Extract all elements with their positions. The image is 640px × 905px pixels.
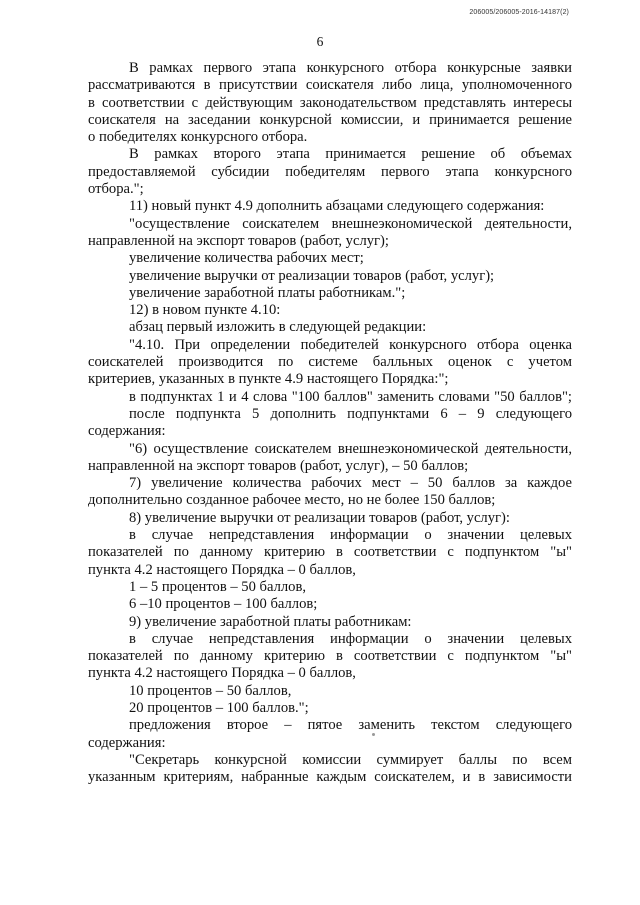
scan-speck [372, 733, 375, 736]
text-line: 7) увеличение количества рабочих мест – 50 баллов за каждое [129, 475, 572, 492]
text-line: 6 –10 процентов – 100 баллов; [129, 596, 318, 613]
text-line: абзац первый изложить в следующей редакции: [129, 319, 427, 336]
text-line: отбора."; [88, 181, 144, 198]
text-line: в подпунктах 1 и 4 слова "100 баллов" заменить словами "50 баллов"; [129, 388, 572, 405]
text-line: после подпункта 5 дополнить подпунктами 6 – 9 следующего [129, 405, 572, 422]
text-line: 12) в новом пункте 4.10: [129, 302, 281, 319]
text-line: В рамках первого этапа конкурсного отбора конкурсные заявки [129, 60, 572, 76]
text-line: 10 процентов – 50 баллов, [129, 682, 292, 699]
text-line: дополнительно созданное рабочее место, но не более 150 баллов; [88, 492, 496, 509]
text-line: направленной на экспорт товаров (работ, услуг); [88, 232, 389, 249]
text-line: 1 – 5 процентов – 50 баллов, [129, 578, 306, 595]
text-line: увеличение выручки от реализации товаров (работ, услуг); [129, 267, 495, 284]
text-line: увеличение количества рабочих мест; [129, 250, 364, 267]
text-line: пункта 4.2 настоящего Порядка – 0 баллов, [88, 665, 356, 682]
text-line: 8) увеличение выручки от реализации товаров (работ, услуг): [129, 509, 510, 526]
text-line: 9) увеличение заработной платы работникам: [129, 613, 412, 630]
text-line: содержания: [88, 734, 166, 751]
text-line: "4.10. При определении победителей конкурсного отбора оценка [129, 336, 572, 353]
text-line: предложения второе – пятое заменить текстом следующего [129, 717, 572, 734]
text-line: показателей по данному критерию в соответствии с подпунктом "ы" [88, 544, 572, 561]
text-line: "осуществление соискателем внешнеэкономической деятельности, [129, 215, 572, 232]
text-line: "6) осуществление соискателем внешнеэкономической деятельности, [129, 440, 572, 457]
text-line: "Секретарь конкурсной комиссии суммирует баллы по всем [129, 751, 572, 768]
text-line: предоставляемой субсидии победителям первого этапа конкурсного [88, 163, 572, 180]
text-line: рассматриваются в присутствии соискателя либо лица, уполномоченного [88, 77, 572, 94]
body-text [88, 60, 572, 786]
text-line: показателей по данному критерию в соответствии с подпунктом "ы" [88, 648, 572, 665]
text-line: в случае непредставления информации о значении целевых [129, 630, 572, 647]
document-id: 206005/206005-2016-14187(2) [469, 9, 569, 16]
text-line: 11) новый пункт 4.9 дополнить абзацами следующего содержания: [129, 198, 545, 215]
text-line: соискателя на заседании конкурсной комиссии, и принимается решение [88, 111, 572, 128]
text-line: о победителях конкурсного отбора. [88, 129, 308, 146]
text-line: указанным критериям, набранные каждым соискателем, и в зависимости [88, 769, 572, 786]
text-line: направленной на экспорт товаров (работ, услуг), – 50 баллов; [88, 457, 469, 474]
text-line: в соответствии с действующим законодательством представлять интересы [88, 94, 572, 111]
text-line: увеличение заработной платы работникам."; [129, 284, 406, 301]
text-line: пункта 4.2 настоящего Порядка – 0 баллов, [88, 561, 356, 578]
text-line: соискателей производится по системе балльных оценок с учетом [88, 354, 572, 371]
text-line: критериев, указанных в пункте 4.9 настоящего Порядка:"; [88, 371, 449, 388]
text-line: 20 процентов – 100 баллов."; [129, 699, 309, 716]
text-line: содержания: [88, 423, 166, 440]
page-number: 6 [316, 34, 324, 49]
text-line: В рамках второго этапа принимается решение об объемах [129, 146, 572, 163]
text-line: в случае непредставления информации о значении целевых [129, 527, 572, 544]
